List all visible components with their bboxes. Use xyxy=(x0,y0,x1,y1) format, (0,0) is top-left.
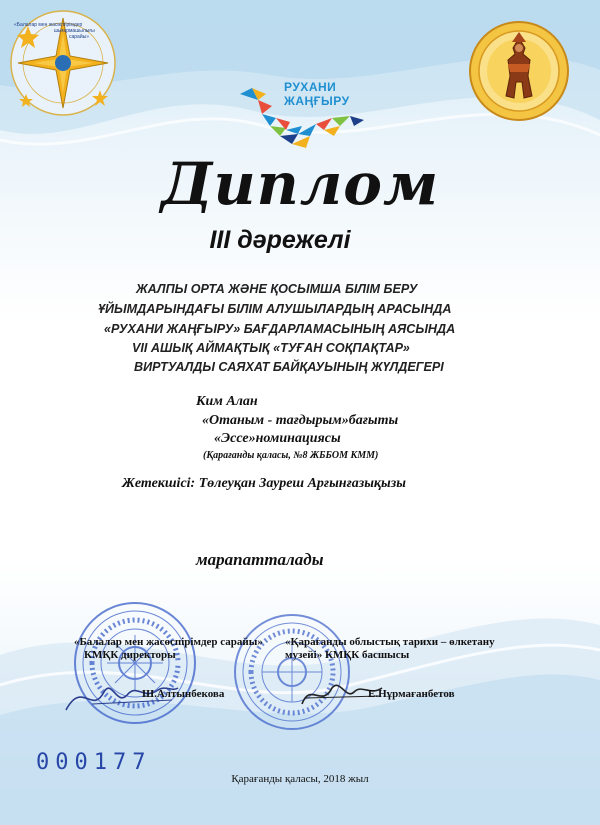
diploma-title: Диплом xyxy=(160,150,440,218)
right-signatory-org xyxy=(285,636,495,662)
left-emblem xyxy=(8,8,118,118)
awarded-text: марапатталады xyxy=(196,550,324,569)
body-line-3: «РУХАНИ ЖАҢҒЫРУ» БАҒДАРЛАМАСЫНЫҢ АЯСЫНДА xyxy=(104,322,456,336)
place-and-year: Қарағанды қаласы, 2018 жыл xyxy=(231,773,369,785)
emblem-ring-text: «Балалар мен жасөспірімдер xyxy=(14,22,83,28)
diploma-degree: III дәрежелі xyxy=(209,226,351,254)
serial-number: 000177 xyxy=(36,750,152,775)
right-signatory-name: Е.Нұрмағанбетов xyxy=(368,688,455,700)
body-line-1: ЖАЛПЫ ОРТА ЖӘНЕ ҚОСЫМША БІЛІМ БЕРУ xyxy=(136,282,418,296)
left-signatory-org xyxy=(74,636,263,662)
logo-line2: ЖАҢҒЫРУ xyxy=(284,94,350,108)
right-emblem xyxy=(468,20,570,122)
right-seal xyxy=(232,612,352,732)
left-org-line2: КМҚК директоры xyxy=(84,649,176,661)
school-text: (Қарағанды қаласы, №8 ЖББОМ КММ) xyxy=(203,450,379,461)
rukhani-zhangyru-logo xyxy=(232,64,372,154)
left-signatory-name: Ш.Алтынбекова xyxy=(142,688,225,700)
supervisor-text: Жетекшісі: Төлеуқан Зауреш Арғынғазықызы xyxy=(122,476,406,491)
bird-mosaic-icon xyxy=(232,64,372,154)
emblem-ring-text: сарайы» xyxy=(69,34,90,40)
body-line-4: VII АШЫҚ АЙМАҚТЫҚ «ТУҒАН СОҚПАҚТАР» xyxy=(132,341,410,355)
body-line-5: ВИРТУАЛДЫ САЯХАТ БАЙҚАУЫНЫҢ ЖҮЛДЕГЕРІ xyxy=(134,360,444,374)
left-org-line1: «Балалар мен жасөспірімдер сарайы» xyxy=(74,636,263,648)
nomination-text: «Эссе»номинациясы xyxy=(214,431,341,446)
body-line-2: ҰЙЫМДАРЫНДАҒЫ БІЛІМ АЛУШЫЛАРДЫҢ АРАСЫНДА xyxy=(98,302,452,316)
golden-warrior-emblem-icon xyxy=(468,20,570,122)
recipient-name: Ким Алан xyxy=(196,394,258,409)
right-org-line1: «Қарағанды облыстық тарихи – өлкетану xyxy=(285,636,495,648)
emblem-ring-text: шығармашылығы xyxy=(54,28,95,34)
right-org-line2: музейі» КМҚК басшысы xyxy=(285,649,410,661)
direction-text: «Отаным - тағдырым»бағыты xyxy=(202,413,399,428)
logo-line1: РУХАНИ xyxy=(284,80,337,94)
